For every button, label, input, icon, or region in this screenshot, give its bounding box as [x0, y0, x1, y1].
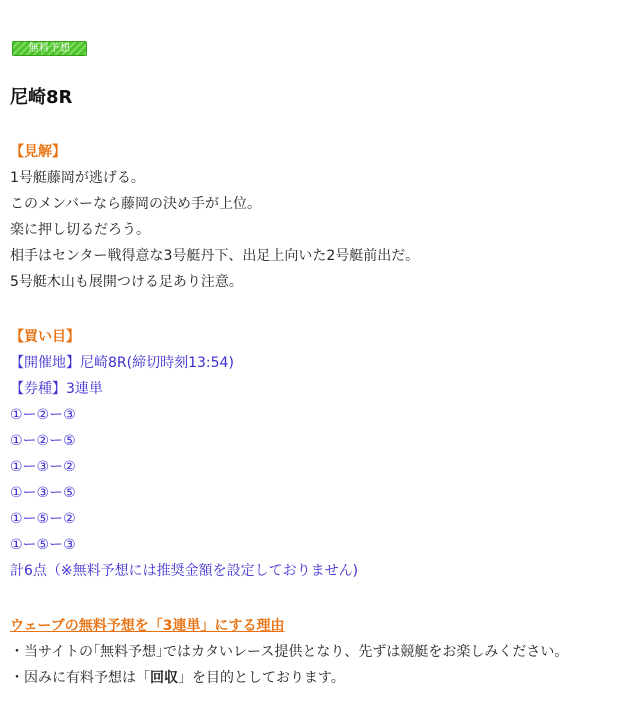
analysis-line: 楽に押し切るだろう。: [10, 222, 150, 238]
analysis-line: 相手はセンター戦得意な3号艇丹下、出足上向いた2号艇前出だ。: [10, 248, 420, 264]
analysis-line: 1号艇藤岡が逃げる。: [10, 170, 145, 186]
reason-line-emphasis: 回収: [150, 670, 178, 686]
combo-item: ①ー②ー⑤: [10, 433, 76, 449]
combo-item: ①ー⑤ー②: [10, 511, 76, 527]
combo-item: ①ー⑤ー③: [10, 537, 76, 553]
combo-item: ①ー③ー⑤: [10, 485, 76, 501]
reason-line: [10, 668, 345, 688]
race-title: 尼崎8R: [10, 87, 73, 108]
combo-item: ①ー②ー③: [10, 407, 76, 423]
analysis-line: このメンバーなら藤岡の決め手が上位。: [10, 196, 262, 212]
bet-type: 【券種】3連単: [10, 381, 103, 397]
analysis-line: 5号艇木山も展開つける足あり注意。: [10, 274, 243, 290]
reason-line-prefix: ・因みに有料予想は「: [10, 670, 150, 686]
venue-info: 【開催地】尼崎8R(締切時刻13:54): [10, 355, 234, 371]
picks-heading: 【買い目】: [10, 329, 80, 345]
reason-line-suffix: 」を目的としております。: [178, 670, 345, 686]
reason-line: ・当サイトの｢無料予想｣ではカタいレース提供となり、先ずは競艇をお楽しみください。: [10, 644, 569, 660]
combo-item: ①ー③ー②: [10, 459, 76, 475]
analysis-heading: 【見解】: [10, 144, 66, 160]
total-points: 計6点（※無料予想には推奨金額を設定しておりません): [10, 563, 359, 579]
free-prediction-badge: 無料予想: [12, 41, 87, 56]
reason-heading: ウェーブの無料予想を「3連単」にする理由: [10, 618, 285, 634]
